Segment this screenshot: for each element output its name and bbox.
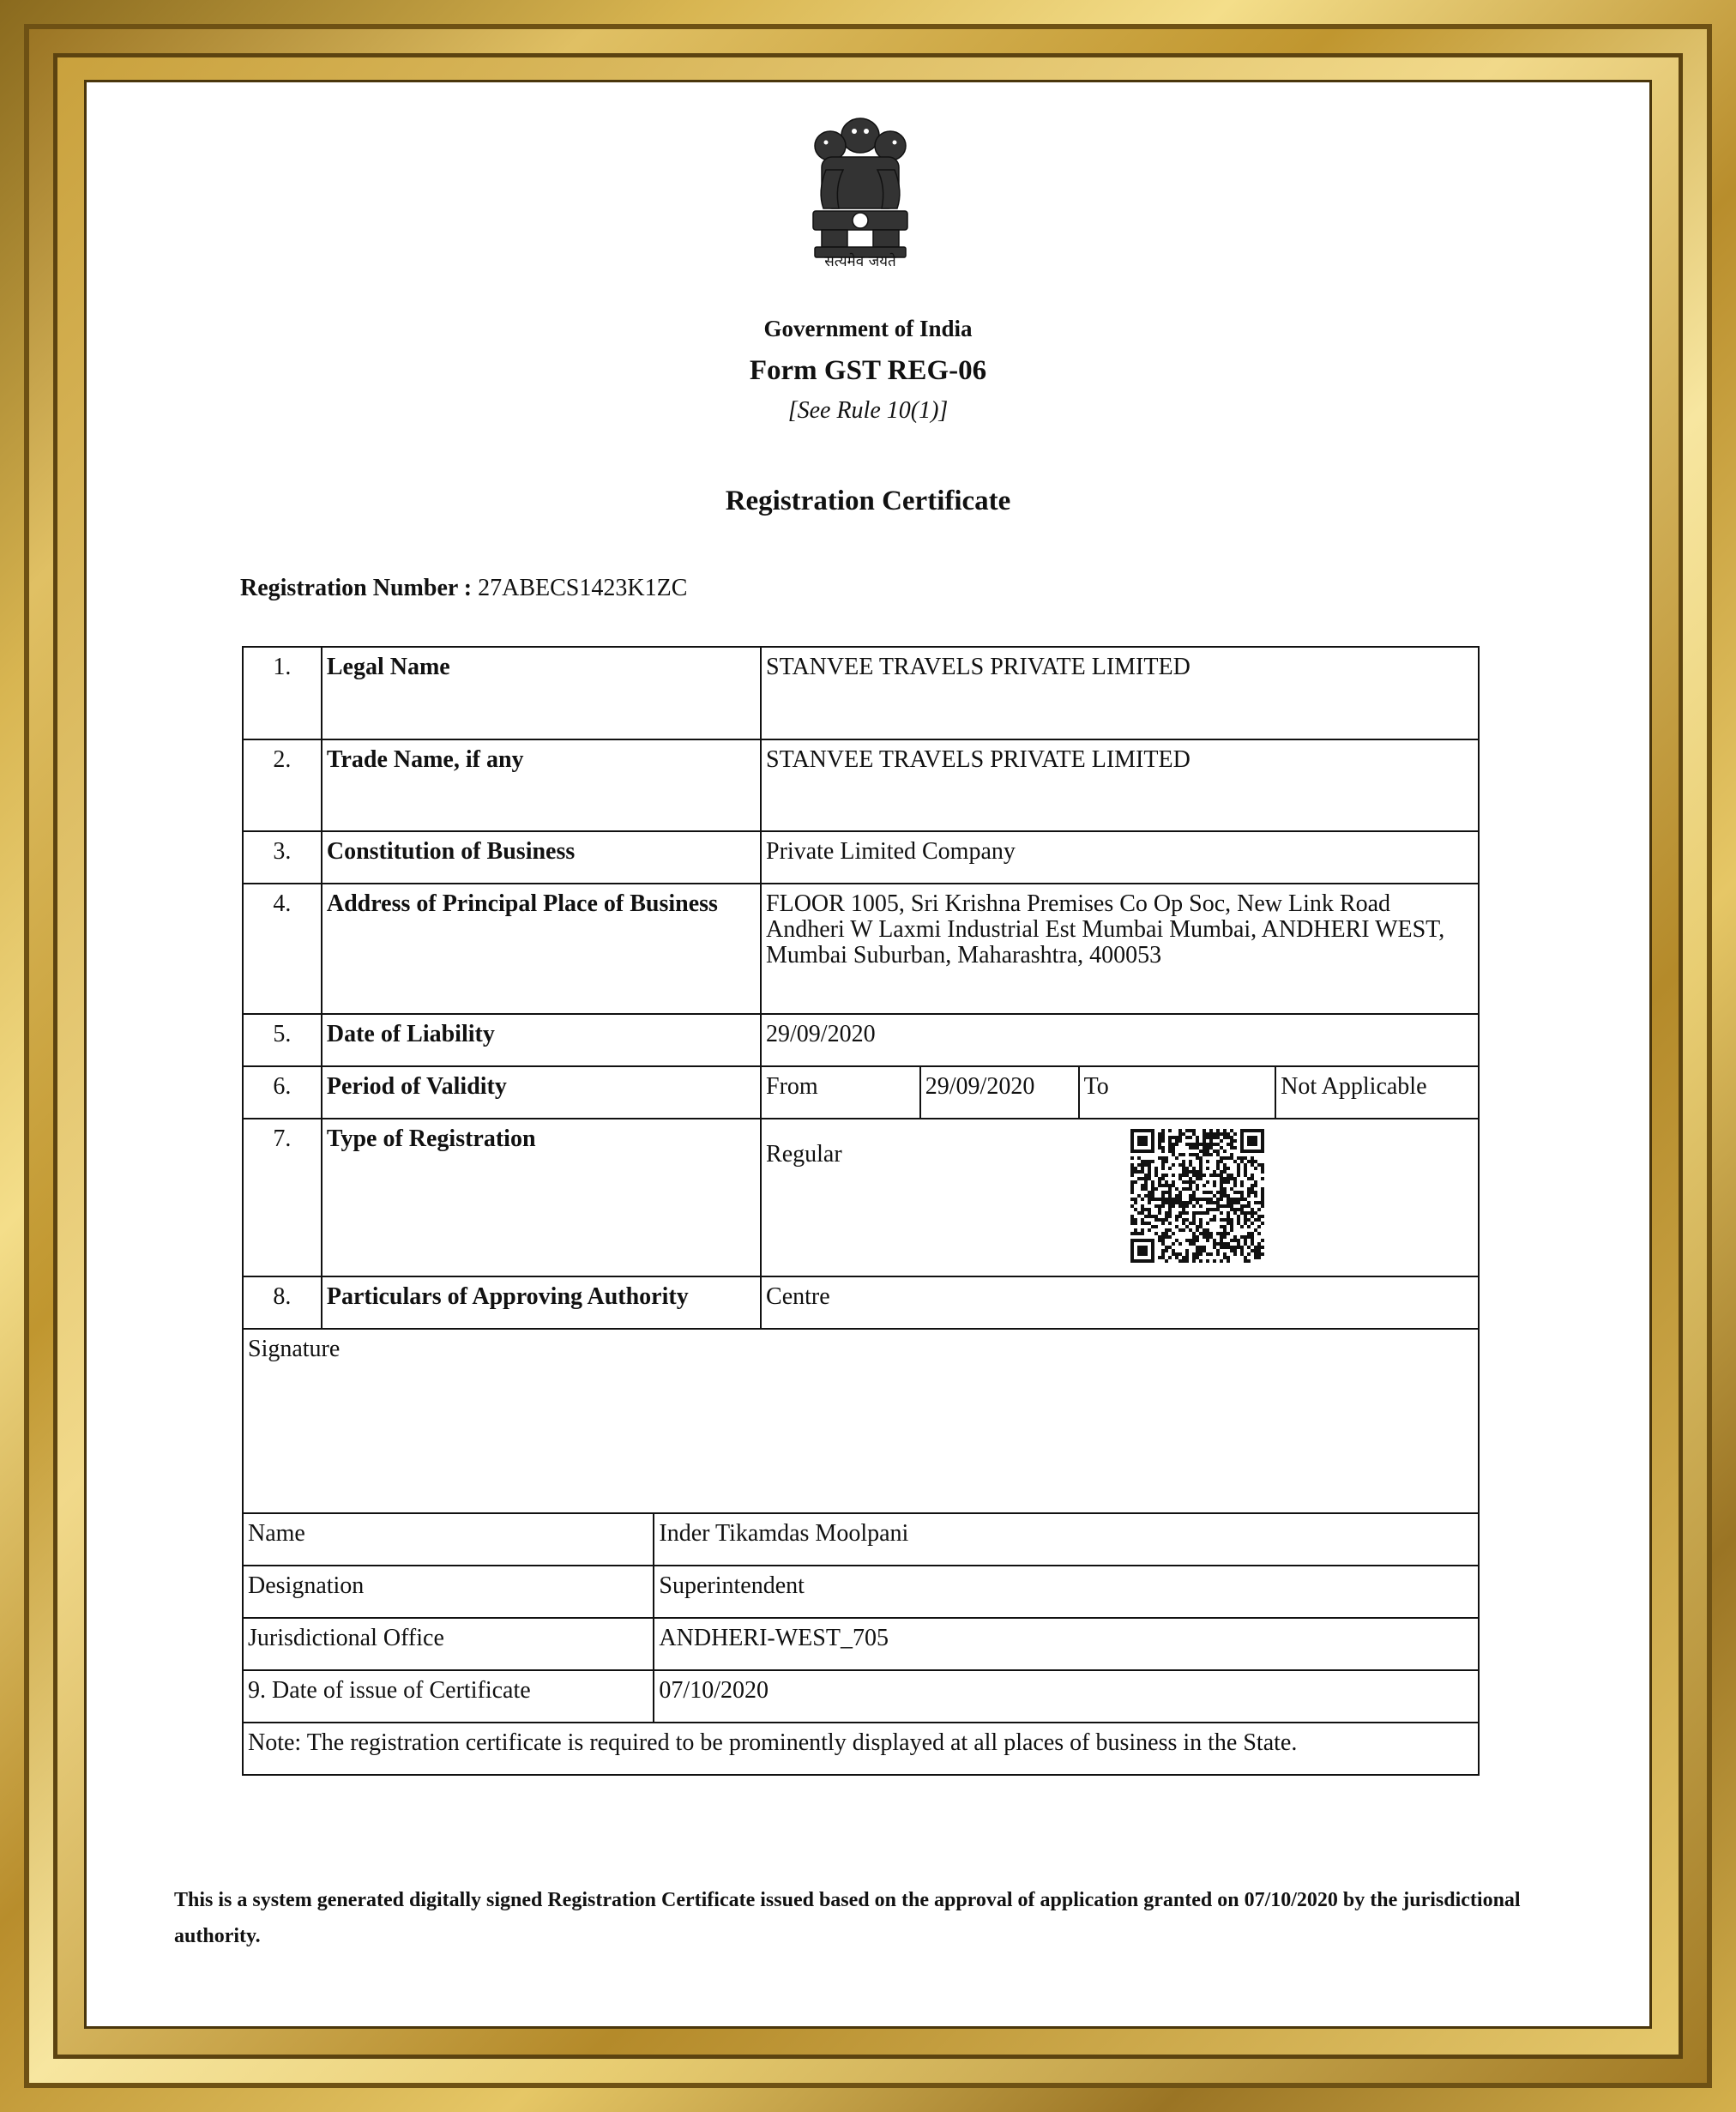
table-row — [243, 884, 1479, 1014]
footer-statement: This is a system generated digitally signed Registration Certificate issued based on the approval of application granted on 07/10/2020 by the jurisdictional authority. — [174, 1889, 1521, 1947]
table-row — [243, 1329, 1479, 1513]
row-number: 4. — [243, 884, 322, 1014]
table-row — [243, 1066, 1479, 1119]
issue-date-label: 9. Date of issue of Certificate — [243, 1670, 654, 1723]
jurisdictional-office-value: ANDHERI-WEST_705 — [654, 1618, 1479, 1670]
table-row — [243, 1119, 1479, 1276]
name-value: Inder Tikamdas Moolpani — [654, 1513, 1479, 1566]
row-label: Address of Principal Place of Business — [322, 884, 761, 1014]
row-number: 5. — [243, 1014, 322, 1066]
legal-name-value: STANVEE TRAVELS PRIVATE LIMITED — [761, 647, 1479, 739]
row-label: Date of Liability — [322, 1014, 761, 1066]
approving-authority-value: Centre — [761, 1276, 1479, 1329]
table-row — [243, 739, 1479, 831]
designation-value: Superintendent — [654, 1566, 1479, 1618]
table-row — [243, 647, 1479, 739]
row-number: 1. — [243, 647, 322, 739]
row-label: Type of Registration — [322, 1119, 761, 1276]
validity-from-value: 29/09/2020 — [920, 1066, 1079, 1119]
table-row — [243, 1014, 1479, 1066]
display-note: Note: The registration certificate is required to be prominently displayed at all places of business in the State. — [243, 1723, 1479, 1775]
qr-code-icon — [1130, 1129, 1264, 1263]
constitution-value: Private Limited Company — [761, 831, 1479, 884]
table-row — [243, 1513, 1479, 1566]
row-number: 8. — [243, 1276, 322, 1329]
row-number: 7. — [243, 1119, 322, 1276]
registration-number-value: 27ABECS1423K1ZC — [478, 575, 688, 601]
certificate-title: Registration Certificate — [725, 486, 1011, 516]
registration-number-label: Registration Number : — [240, 575, 473, 601]
name-label: Name — [243, 1513, 654, 1566]
table-row — [243, 1670, 1479, 1723]
signature-table — [242, 1328, 1480, 1776]
row-label: Constitution of Business — [322, 831, 761, 884]
liability-date-value: 29/09/2020 — [761, 1014, 1479, 1066]
row-number: 3. — [243, 831, 322, 884]
validity-to-value: Not Applicable — [1275, 1066, 1479, 1119]
address-value: FLOOR 1005, Sri Krishna Premises Co Op Soc, New Link Road Andheri W Laxmi Industrial Est Mumbai Mumbai, ANDHERI WEST, Mumbai Suburban, Maharashtra, 400053 — [761, 884, 1479, 1014]
table-row — [243, 1566, 1479, 1618]
validity-from-label: From — [761, 1066, 920, 1119]
registration-type-value: Regular — [761, 1119, 1479, 1276]
row-label: Trade Name, if any — [322, 739, 761, 831]
form-title: Form GST REG-06 — [749, 355, 987, 386]
table-row — [243, 1276, 1479, 1329]
validity-to-label: To — [1079, 1066, 1276, 1119]
trade-name-value: STANVEE TRAVELS PRIVATE LIMITED — [761, 739, 1479, 831]
row-number: 2. — [243, 739, 322, 831]
issue-date-value: 07/10/2020 — [654, 1670, 1479, 1723]
row-number: 6. — [243, 1066, 322, 1119]
table-row — [243, 1618, 1479, 1670]
row-label: Period of Validity — [322, 1066, 761, 1119]
jurisdictional-office-label: Jurisdictional Office — [243, 1618, 654, 1670]
government-title: Government of India — [763, 316, 973, 341]
rule-reference: [See Rule 10(1)] — [787, 397, 949, 424]
signature-label: Signature — [243, 1329, 1479, 1513]
designation-label: Designation — [243, 1566, 654, 1618]
registration-number — [240, 575, 687, 602]
motto: सत्यमेव जयते — [824, 253, 896, 270]
row-label: Legal Name — [322, 647, 761, 739]
row-label: Particulars of Approving Authority — [322, 1276, 761, 1329]
table-row — [243, 831, 1479, 884]
details-table — [242, 646, 1480, 1330]
table-row — [243, 1723, 1479, 1775]
